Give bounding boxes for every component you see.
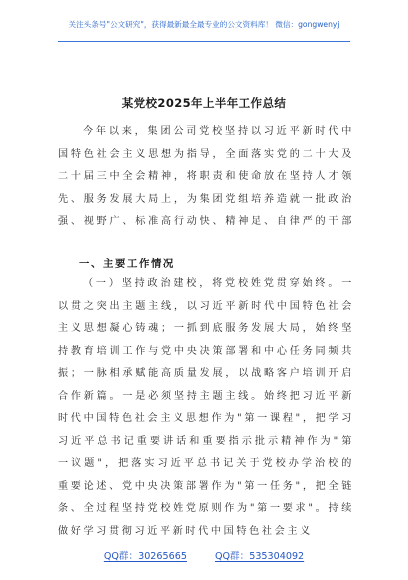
footer-qq-group-2[interactable]: QQ群：535304092 [214,551,305,562]
document-title: 某党校2025年上半年工作总结 [121,96,287,110]
intro-paragraph: 今年以来，集团公司党校坚持以习近平新时代中国特色社会主义思想为指导，全面落实党的二十大及二十届三中全会精神，将职责和使命放在坚持人才领先、服务发展大局上，为集团党组培养造就一批政治强、视野广、标准高行动快、精神足、自律严的干部 [58,126,354,227]
section-paragraph: （一）坚持政治建校，将党校姓党贯穿始终。一以贯之突出主题主线，以习近平新时代中国特色社会主义思想凝心铸魂；一抓到底服务发展大局，始终坚持教育培训工作与党中央决策部署和中心任务同频共振；一脉相承赋能高质量发展，以战略客户培训开启合作新篇。一是必须坚持主题主线。始终把习近平新时代中国特色社会主义思想作为"第一课程"，把学习习近平总书记重要讲话和重要指示批示精神作为"第一议题"，把落实习近平总书记关于党校办学治校的重要论述、党中央决策部署作为"第一任务"，把全链条、全过程坚持党校姓党原则作为"第一要求"。持续做好学习贯彻习近平新时代中国特色社会主义 [58,278,354,537]
header-promo-text: 关注头条号"公文研究"，获得最新最全最专业的公文资料库！ 微信：gongwenyj [68,20,340,29]
footer-promo [0,548,408,562]
footer-qq-group-1[interactable]: QQ群：30265665 [103,551,187,562]
header-divider [58,41,350,42]
section-heading: 一、主要工作情况 [79,258,175,270]
